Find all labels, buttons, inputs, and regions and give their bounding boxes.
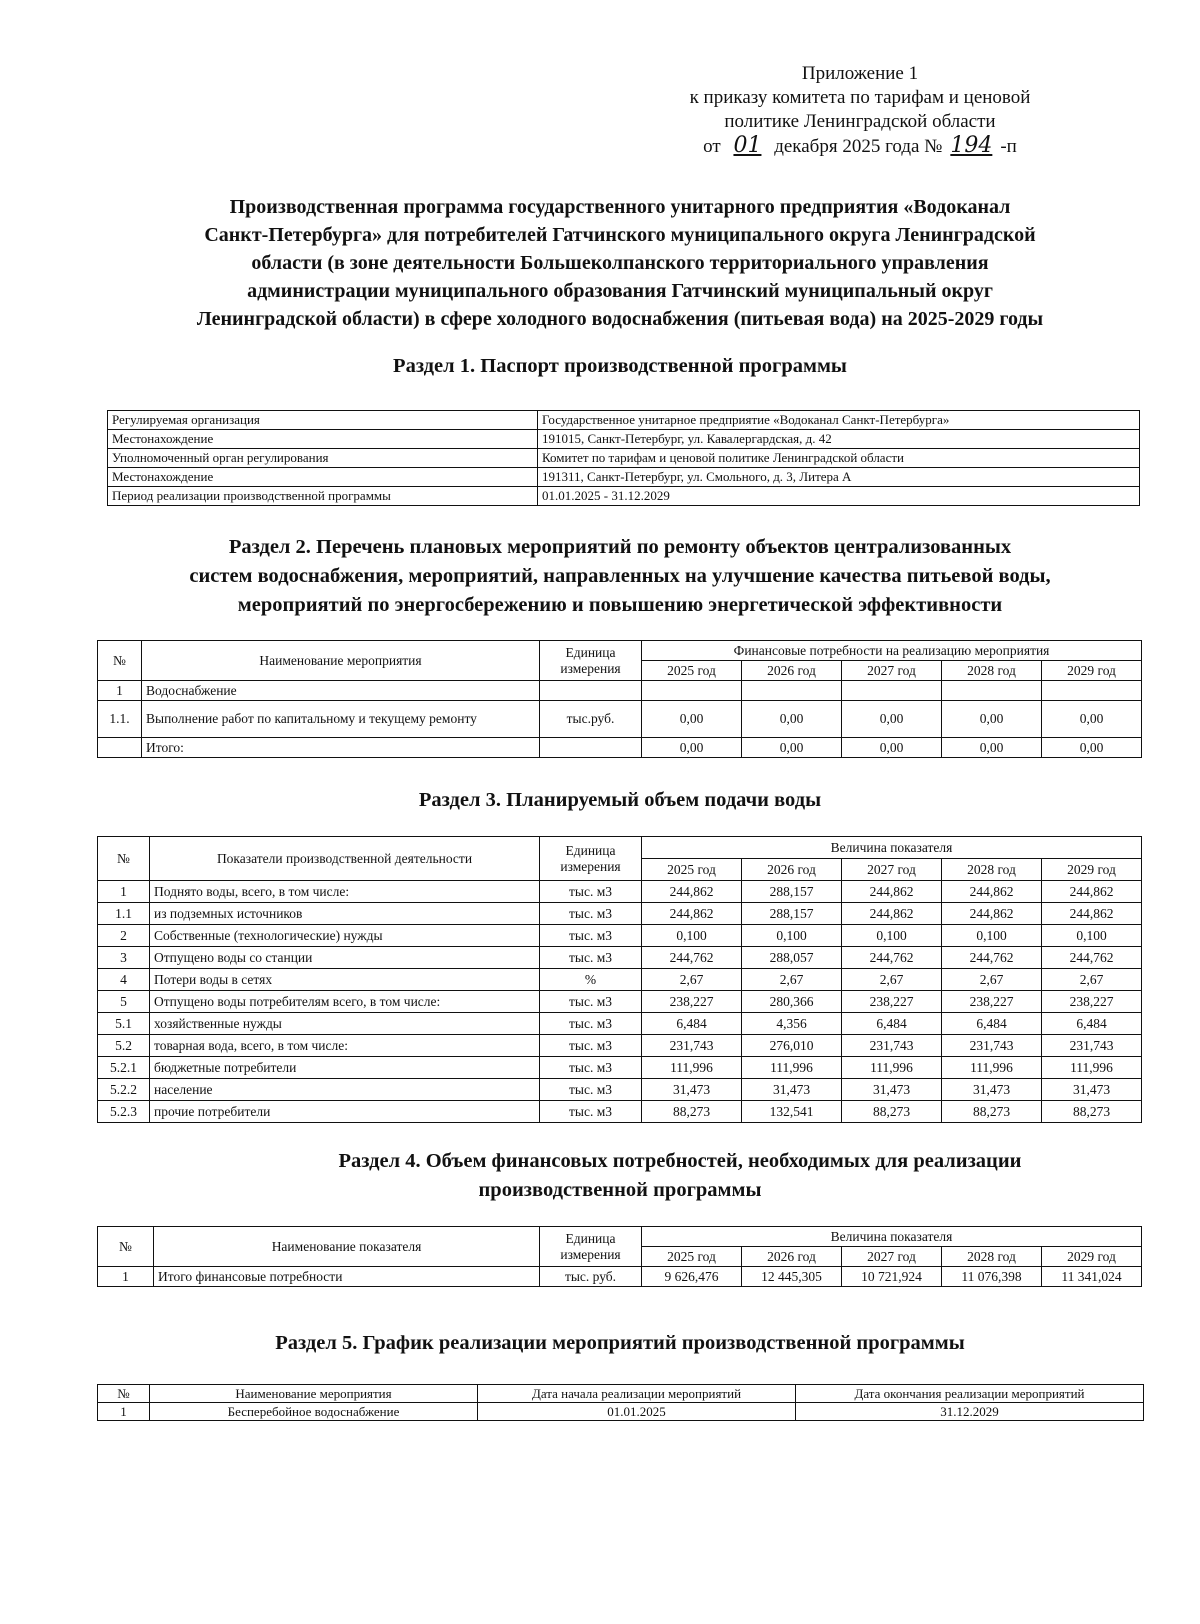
- col-no: №: [98, 641, 142, 681]
- row-value: 111,996: [742, 1057, 842, 1079]
- row-value: 288,157: [742, 903, 842, 925]
- table-row: [108, 468, 1140, 487]
- row-unit: тыс. м3: [540, 947, 642, 969]
- row-value: 31,473: [842, 1079, 942, 1101]
- table-row: [98, 681, 1142, 701]
- total-value: 0,00: [742, 738, 842, 758]
- year-header: 2028 год: [942, 661, 1042, 681]
- row-value: 6,484: [942, 1013, 1042, 1035]
- financial-needs-table: [97, 1226, 1142, 1287]
- col-no: №: [98, 1385, 150, 1403]
- row-value: 231,743: [842, 1035, 942, 1057]
- row-unit: тыс. м3: [540, 991, 642, 1013]
- row-value: 31,473: [1042, 1079, 1142, 1101]
- row-value: 244,762: [842, 947, 942, 969]
- row-value: 0,100: [842, 925, 942, 947]
- row-value: 111,996: [942, 1057, 1042, 1079]
- section5-heading: Раздел 5. График реализации мероприятий производственной программы: [275, 1332, 965, 1354]
- passport-table: [107, 410, 1140, 506]
- row-value: 0,00: [942, 701, 1042, 738]
- row-value: 288,157: [742, 881, 842, 903]
- row-name: Отпущено воды со станции: [150, 947, 540, 969]
- row-value: 238,227: [1042, 991, 1142, 1013]
- year-header: 2027 год: [842, 661, 942, 681]
- col-name: Показатели производственной деятельности: [150, 837, 540, 881]
- row-unit: тыс. м3: [540, 1035, 642, 1057]
- year-header: 2025 год: [642, 1247, 742, 1267]
- passport-label: Уполномоченный орган регулирования: [108, 449, 538, 468]
- row-name: бюджетные потребители: [150, 1057, 540, 1079]
- total-row: [98, 738, 1142, 758]
- row-value: 111,996: [1042, 1057, 1142, 1079]
- year-header: 2025 год: [642, 859, 742, 881]
- row-unit: тыс. м3: [540, 903, 642, 925]
- row-value: 244,762: [642, 947, 742, 969]
- col-name: Наименование мероприятия: [150, 1385, 478, 1403]
- title-line-4: администрации муниципального образования Гатчинский муниципальный округ: [247, 280, 993, 302]
- appendix-line-4: [560, 134, 1160, 159]
- row-no: 1: [98, 881, 150, 903]
- row-value: 0,100: [642, 925, 742, 947]
- table-row: [98, 1403, 1144, 1421]
- col-no: №: [98, 1227, 154, 1267]
- row-name: Итого финансовые потребности: [154, 1267, 540, 1287]
- passport-label: Местонахождение: [108, 468, 538, 487]
- year-header: 2028 год: [942, 859, 1042, 881]
- row-no: 2: [98, 925, 150, 947]
- row-name: Поднято воды, всего, в том числе:: [150, 881, 540, 903]
- financial-header-row: [98, 1227, 1142, 1247]
- passport-value: 191015, Санкт-Петербург, ул. Кавалергардская, д. 42: [538, 430, 1140, 449]
- row-value: 0,00: [842, 701, 942, 738]
- table-row: [98, 925, 1142, 947]
- row-no: 5.2: [98, 1035, 150, 1057]
- row-name: население: [150, 1079, 540, 1101]
- total-label: Итого:: [142, 738, 540, 758]
- passport-label: Период реализации производственной программы: [108, 487, 538, 506]
- table-row: [98, 1267, 1142, 1287]
- row-value: 132,541: [742, 1101, 842, 1123]
- row-value: 0,00: [1042, 701, 1142, 738]
- table-row: [98, 969, 1142, 991]
- row-unit: тыс. м3: [540, 1013, 642, 1035]
- row-unit: тыс. м3: [540, 1079, 642, 1101]
- row-value: 0,00: [742, 701, 842, 738]
- appendix-header: [560, 62, 1160, 159]
- row-no: 5.2.2: [98, 1079, 150, 1101]
- row-value: 0,100: [742, 925, 842, 947]
- row-value: 2,67: [842, 969, 942, 991]
- row-value: 0,100: [942, 925, 1042, 947]
- col-unit: Единица измерения: [540, 837, 642, 881]
- row-value: 12 445,305: [742, 1267, 842, 1287]
- row-value: 88,273: [942, 1101, 1042, 1123]
- col-value: Величина показателя: [642, 1227, 1142, 1247]
- water-header-row: [98, 837, 1142, 859]
- year-header: 2029 год: [1042, 661, 1142, 681]
- col-fin: Финансовые потребности на реализацию мероприятия: [642, 641, 1142, 661]
- row-value: 276,010: [742, 1035, 842, 1057]
- row-name: товарная вода, всего, в том числе:: [150, 1035, 540, 1057]
- water-supply-table: [97, 836, 1142, 1123]
- row-value: 2,67: [942, 969, 1042, 991]
- row-value: 244,862: [842, 881, 942, 903]
- row-no: 5.2.1: [98, 1057, 150, 1079]
- row-name: прочие потребители: [150, 1101, 540, 1123]
- row-value: 2,67: [1042, 969, 1142, 991]
- section2-heading-line-1: Раздел 2. Перечень плановых мероприятий по ремонту объектов централизованных: [228, 536, 1012, 558]
- row-name: Водоснабжение: [142, 681, 540, 701]
- table-row: [108, 430, 1140, 449]
- col-name: Наименование показателя: [154, 1227, 540, 1267]
- row-value: 0,100: [1042, 925, 1142, 947]
- row-value: 244,862: [942, 881, 1042, 903]
- row-name: Собственные (технологические) нужды: [150, 925, 540, 947]
- row-value: 111,996: [842, 1057, 942, 1079]
- row-name: Отпущено воды потребителям всего, в том числе:: [150, 991, 540, 1013]
- row-unit: тыс. м3: [540, 1057, 642, 1079]
- passport-label: Местонахождение: [108, 430, 538, 449]
- table-row: [98, 881, 1142, 903]
- row-name: из подземных источников: [150, 903, 540, 925]
- section2-heading: [100, 533, 1140, 620]
- table-row: [98, 1035, 1142, 1057]
- title-line-5: Ленинградской области) в сфере холодного водоснабжения (питьевая вода) на 2025-2029 годы: [196, 308, 1044, 330]
- row-name: Выполнение работ по капитальному и текущему ремонту: [142, 701, 540, 738]
- section3-heading: Раздел 3. Планируемый объем подачи воды: [418, 789, 822, 811]
- row-value: 244,762: [1042, 947, 1142, 969]
- table-row: [98, 1079, 1142, 1101]
- row-value: 31,473: [942, 1079, 1042, 1101]
- row-unit: тыс.руб.: [540, 701, 642, 738]
- document-title: [100, 193, 1140, 333]
- title-line-3: области (в зоне деятельности Большеколпанского территориального управления: [251, 252, 989, 274]
- row-value: 9 626,476: [642, 1267, 742, 1287]
- total-value: 0,00: [942, 738, 1042, 758]
- appendix-line-2: к приказу комитета по тарифам и ценовой: [689, 87, 1031, 108]
- section4-heading-line-1: Раздел 4. Объем финансовых потребностей, необходимых для реализации: [338, 1150, 1022, 1172]
- row-no: 1.1: [98, 903, 150, 925]
- row-no: 1: [98, 1403, 150, 1421]
- section1-heading: Раздел 1. Паспорт производственной программы: [393, 355, 847, 377]
- year-header: 2029 год: [1042, 1247, 1142, 1267]
- row-value: 11 076,398: [942, 1267, 1042, 1287]
- row-value: 280,366: [742, 991, 842, 1013]
- row-value: 88,273: [642, 1101, 742, 1123]
- row-value: 288,057: [742, 947, 842, 969]
- row-value: 6,484: [642, 1013, 742, 1035]
- col-name: Наименование мероприятия: [142, 641, 540, 681]
- row-value: 4,356: [742, 1013, 842, 1035]
- row-value: 244,762: [942, 947, 1042, 969]
- row-value: 244,862: [942, 903, 1042, 925]
- table-row: [98, 1101, 1142, 1123]
- row-value: 6,484: [1042, 1013, 1142, 1035]
- passport-value: Государственное унитарное предприятие «Водоканал Санкт-Петербурга»: [538, 411, 1140, 430]
- year-header: 2026 год: [742, 661, 842, 681]
- table-row: [98, 701, 1142, 738]
- row-unit: тыс. м3: [540, 881, 642, 903]
- year-header: 2027 год: [842, 859, 942, 881]
- table-row: [98, 903, 1142, 925]
- row-no: 4: [98, 969, 150, 991]
- col-value: Величина показателя: [642, 837, 1142, 859]
- row-no: 1: [98, 681, 142, 701]
- row-no: 1.1.: [98, 701, 142, 738]
- row-value: 2,67: [642, 969, 742, 991]
- row-no: 5.2.3: [98, 1101, 150, 1123]
- passport-value: 01.01.2025 - 31.12.2029: [538, 487, 1140, 506]
- section4-heading: [100, 1147, 1140, 1205]
- table-row: [98, 991, 1142, 1013]
- row-value: 244,862: [1042, 881, 1142, 903]
- row-name: Бесперебойное водоснабжение: [150, 1403, 478, 1421]
- row-value: 231,743: [642, 1035, 742, 1057]
- row-value: 11 341,024: [1042, 1267, 1142, 1287]
- row-value: 111,996: [642, 1057, 742, 1079]
- row-name: хозяйственные нужды: [150, 1013, 540, 1035]
- row-unit: тыс. м3: [540, 925, 642, 947]
- total-value: 0,00: [842, 738, 942, 758]
- title-line-2: Санкт-Петербурга» для потребителей Гатчинского муниципального округа Ленинградской: [204, 224, 1036, 246]
- row-value: 2,67: [742, 969, 842, 991]
- table-row: [98, 947, 1142, 969]
- passport-label: Регулируемая организация: [108, 411, 538, 430]
- row-value: 244,862: [1042, 903, 1142, 925]
- row-start: 01.01.2025: [478, 1403, 796, 1421]
- row-value: 231,743: [942, 1035, 1042, 1057]
- row-unit: тыс. м3: [540, 1101, 642, 1123]
- table-row: [108, 487, 1140, 506]
- order-suffix: -п: [1000, 136, 1017, 157]
- row-value: 238,227: [642, 991, 742, 1013]
- row-no: 5: [98, 991, 150, 1013]
- total-value: 0,00: [1042, 738, 1142, 758]
- order-day: 01: [733, 133, 762, 158]
- section2-heading-line-3: мероприятий по энергосбережению и повышению энергетической эффективности: [237, 594, 1003, 616]
- row-value: 31,473: [642, 1079, 742, 1101]
- section2-heading-line-2: систем водоснабжения, мероприятий, направленных на улучшение качества питьевой воды,: [189, 565, 1051, 587]
- year-header: 2029 год: [1042, 859, 1142, 881]
- table-row: [108, 411, 1140, 430]
- row-value: 244,862: [642, 881, 742, 903]
- passport-value: 191311, Санкт-Петербург, ул. Смольного, д. 3, Литера А: [538, 468, 1140, 487]
- appendix-line-3: политике Ленинградской области: [724, 111, 996, 132]
- row-unit: %: [540, 969, 642, 991]
- row-no: 3: [98, 947, 150, 969]
- col-no: №: [98, 837, 150, 881]
- year-header: 2026 год: [742, 1247, 842, 1267]
- appendix-line-1: Приложение 1: [801, 63, 919, 84]
- row-value: 31,473: [742, 1079, 842, 1101]
- title-line-1: Производственная программа государственного унитарного предприятия «Водоканал: [229, 196, 1011, 218]
- row-unit: тыс. руб.: [540, 1267, 642, 1287]
- table-row: [98, 1057, 1142, 1079]
- row-value: 10 721,924: [842, 1267, 942, 1287]
- schedule-header-row: [98, 1385, 1144, 1403]
- year-header: 2026 год: [742, 859, 842, 881]
- schedule-table: [97, 1384, 1144, 1421]
- table-row: [98, 1013, 1142, 1035]
- total-value: 0,00: [642, 738, 742, 758]
- measures-table: [97, 640, 1142, 758]
- row-value: 6,484: [842, 1013, 942, 1035]
- row-value: 88,273: [1042, 1101, 1142, 1123]
- row-value: 238,227: [942, 991, 1042, 1013]
- passport-value: Комитет по тарифам и ценовой политике Ленинградской области: [538, 449, 1140, 468]
- measures-header-row: [98, 641, 1142, 661]
- row-end: 31.12.2029: [796, 1403, 1144, 1421]
- row-no: 5.1: [98, 1013, 150, 1035]
- col-unit: Единица измерения: [540, 641, 642, 681]
- section4-heading-line-2: производственной программы: [478, 1179, 762, 1201]
- year-header: 2027 год: [842, 1247, 942, 1267]
- row-value: 0,00: [642, 701, 742, 738]
- col-start: Дата начала реализации мероприятий: [478, 1385, 796, 1403]
- row-no: 1: [98, 1267, 154, 1287]
- row-value: 238,227: [842, 991, 942, 1013]
- col-end: Дата окончания реализации мероприятий: [796, 1385, 1144, 1403]
- date-prefix: от: [703, 136, 721, 157]
- order-number: 194: [950, 133, 993, 158]
- date-mid: декабря 2025 года №: [774, 136, 943, 157]
- table-row: [108, 449, 1140, 468]
- col-unit: Единица измерения: [540, 1227, 642, 1267]
- row-value: 231,743: [1042, 1035, 1142, 1057]
- row-value: 88,273: [842, 1101, 942, 1123]
- year-header: 2028 год: [942, 1247, 1042, 1267]
- row-value: 244,862: [842, 903, 942, 925]
- row-value: 244,862: [642, 903, 742, 925]
- year-header: 2025 год: [642, 661, 742, 681]
- row-name: Потери воды в сетях: [150, 969, 540, 991]
